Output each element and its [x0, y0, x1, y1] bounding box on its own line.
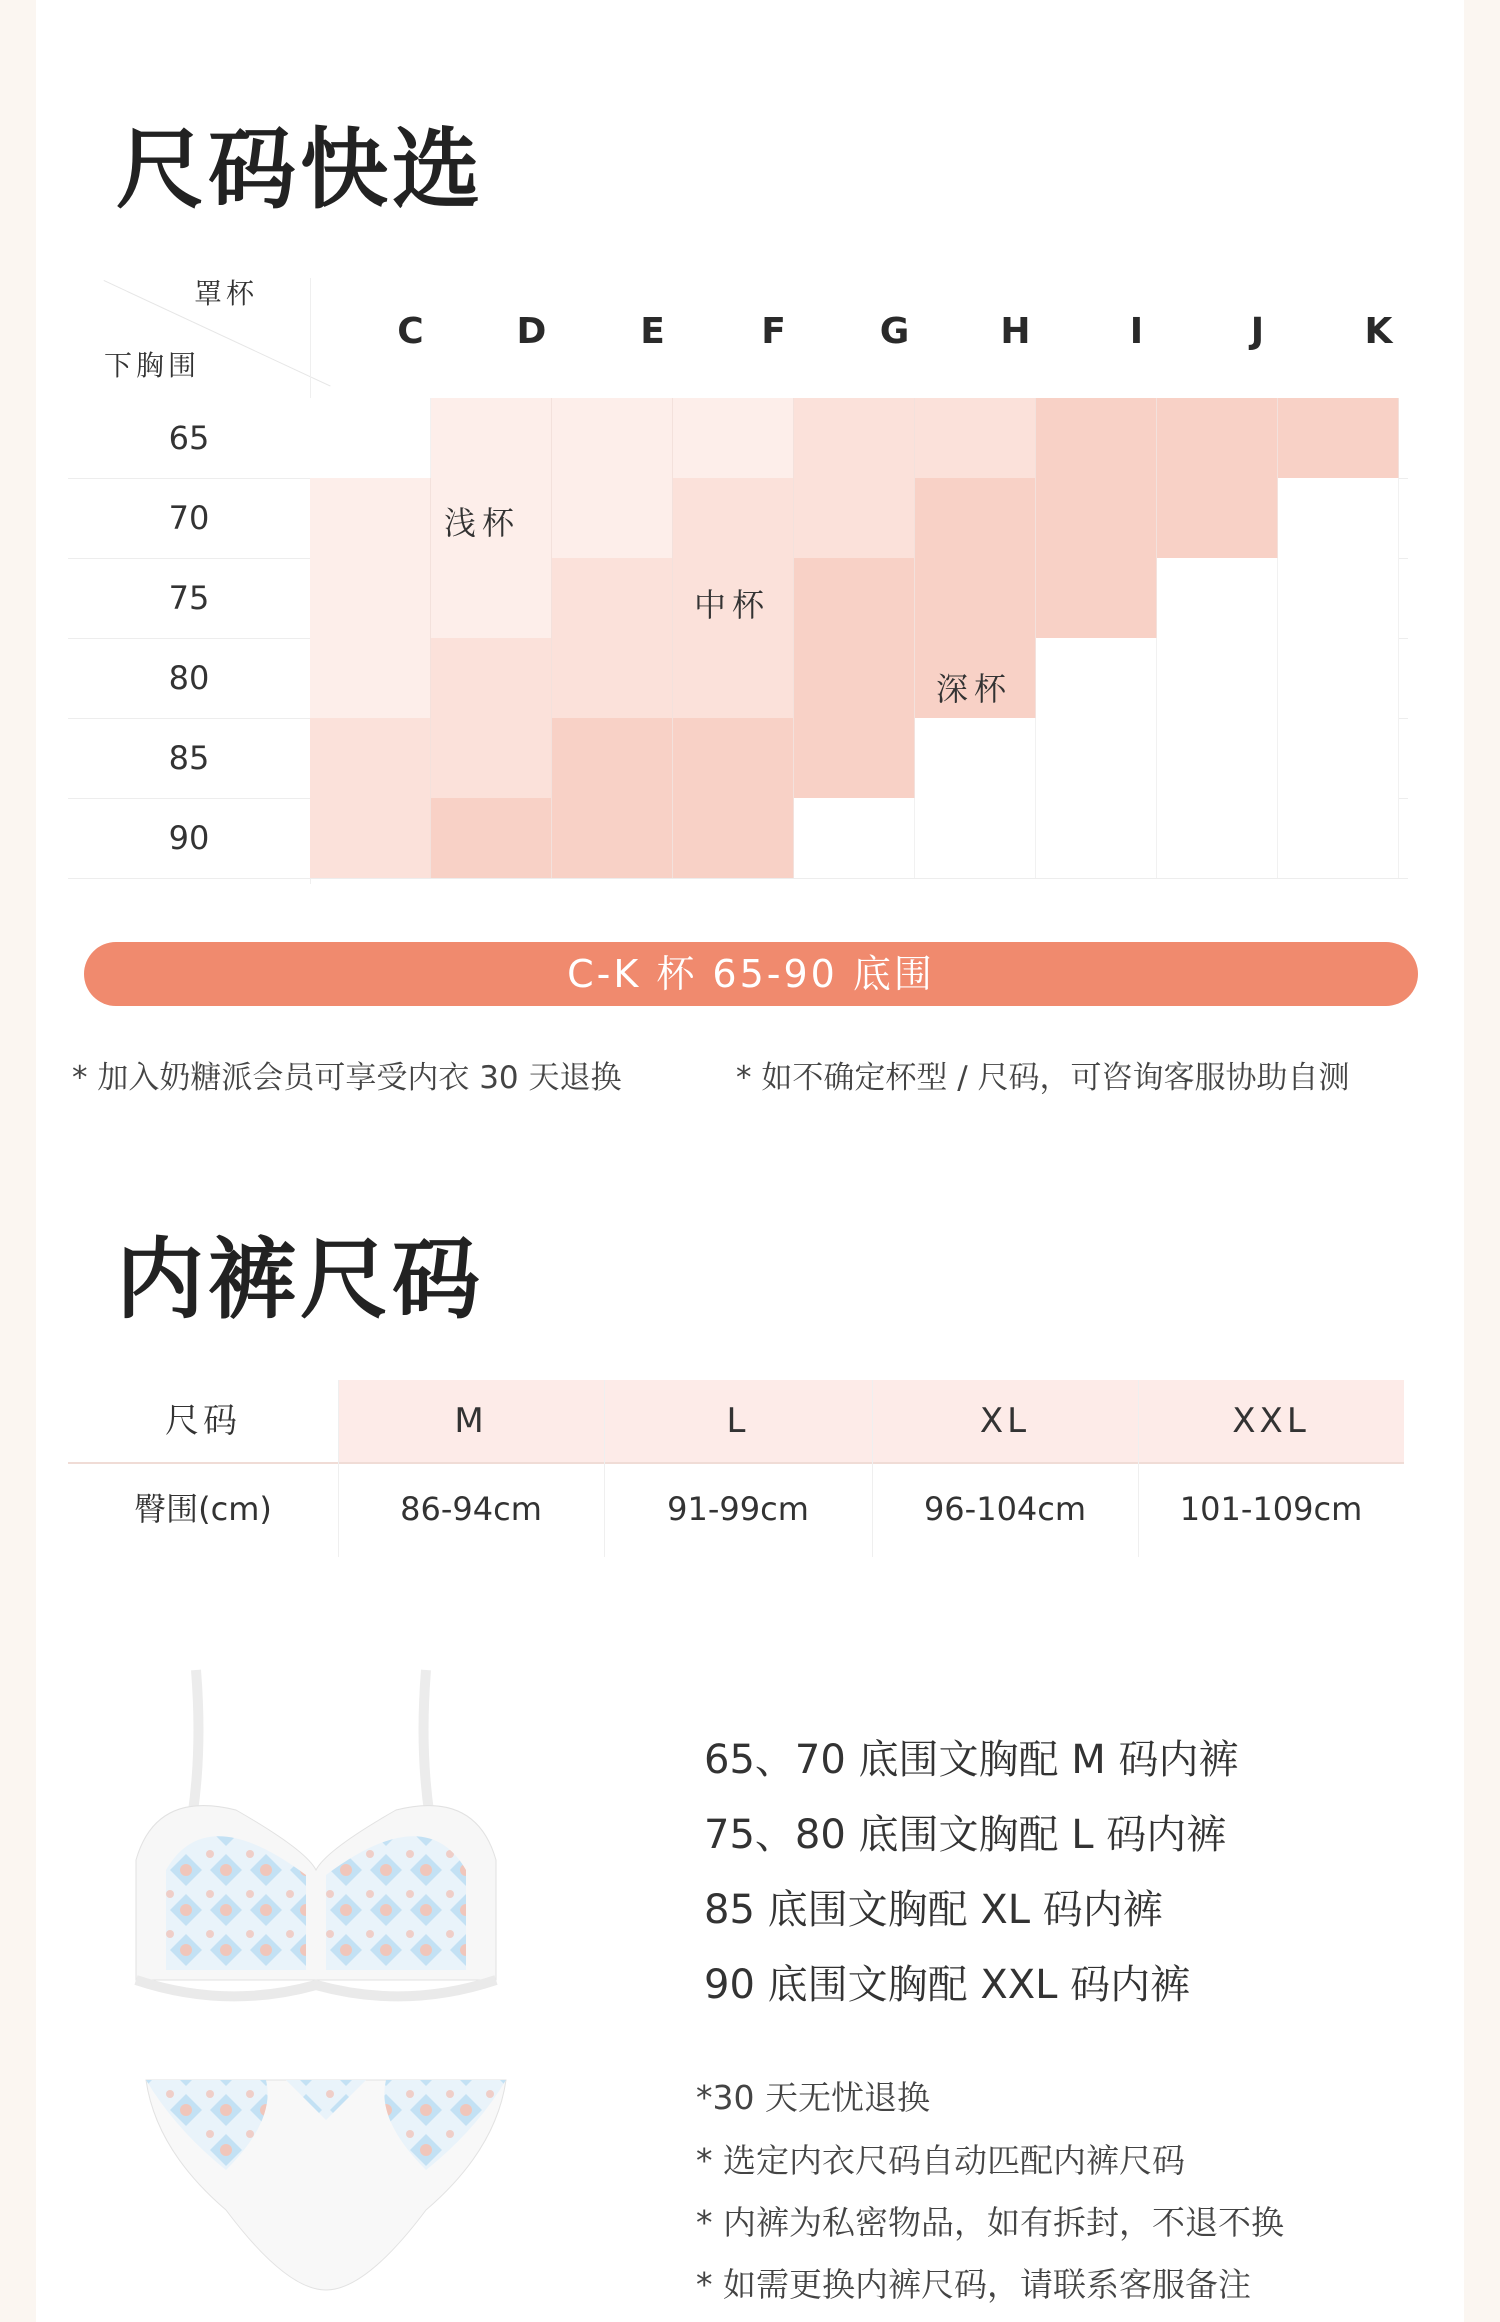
bra-panty-set-image — [126, 1650, 526, 2310]
band-row — [68, 798, 1408, 879]
band-row — [68, 478, 1408, 559]
size-cell — [431, 718, 552, 798]
size-cell — [1278, 798, 1399, 878]
size-cell — [915, 478, 1036, 558]
shallow-cup-label: 浅杯 — [444, 504, 521, 542]
size-cell — [552, 638, 673, 718]
panty-col-divider — [604, 1380, 605, 1557]
page — [36, 0, 1464, 2322]
corner-cup-label: 罩杯 — [194, 277, 259, 310]
band-label: 80 — [168, 659, 210, 697]
panty-col-divider — [338, 1380, 339, 1557]
size-cell — [1036, 478, 1157, 558]
return-note: *30 天无忧退换 — [696, 2078, 930, 2117]
size-cell — [1036, 798, 1157, 878]
band-label: 65 — [168, 419, 210, 457]
size-cell — [915, 398, 1036, 478]
size-cell — [1157, 638, 1278, 718]
size-range-banner: C-K 杯 65-90 底围 — [84, 942, 1418, 1006]
panty-size-m: M — [338, 1380, 604, 1462]
match-line: 90 底围文胸配 XXL 码内裤 — [704, 1962, 1191, 2008]
medium-cup-label: 中杯 — [694, 586, 771, 624]
cup-header: D — [516, 311, 547, 352]
consult-note: * 如不确定杯型 / 尺码，可咨询客服协助自测 — [736, 1060, 1350, 1096]
hip-row-label: 臀围(cm) — [134, 1490, 272, 1528]
exchange-note: * 如需更换内裤尺码，请联系客服备注 — [696, 2265, 1251, 2304]
size-cell — [1157, 718, 1278, 798]
band-label: 70 — [168, 499, 210, 537]
size-cell — [794, 718, 915, 798]
panty-table-divider — [68, 1462, 1404, 1464]
cup-header: H — [1000, 311, 1031, 352]
size-cell — [552, 478, 673, 558]
match-line: 65、70 底围文胸配 M 码内裤 — [704, 1737, 1239, 1783]
size-cell — [552, 718, 673, 798]
size-cell — [310, 558, 431, 638]
size-cell — [1157, 478, 1278, 558]
band-label: 85 — [168, 739, 210, 777]
band-row — [68, 398, 1408, 479]
auto-match-note: * 选定内衣尺码自动匹配内裤尺码 — [696, 2141, 1185, 2180]
size-cell — [431, 558, 552, 638]
band-label: 75 — [168, 579, 210, 617]
size-cell — [1278, 478, 1399, 558]
panty-size-header-label: 尺码 — [165, 1401, 241, 1441]
size-cell — [794, 558, 915, 638]
size-cell — [1278, 718, 1399, 798]
panty-col-divider — [1138, 1380, 1139, 1557]
hip-value: 91-99cm — [667, 1490, 809, 1528]
panty-size-xl: XL — [872, 1380, 1138, 1462]
size-cell — [915, 718, 1036, 798]
size-cell — [794, 478, 915, 558]
size-cell — [1278, 558, 1399, 638]
size-cell — [794, 638, 915, 718]
size-cell — [915, 798, 1036, 878]
deep-cup-label: 深杯 — [936, 670, 1013, 708]
size-cell — [431, 398, 552, 478]
size-quick-title: 尺码快选 — [116, 118, 485, 221]
size-cell — [1157, 798, 1278, 878]
size-cell — [794, 798, 915, 878]
cup-header: K — [1364, 311, 1393, 352]
size-cell — [1036, 638, 1157, 718]
size-cell — [310, 718, 431, 798]
member-note: * 加入奶糖派会员可享受内衣 30 天退换 — [72, 1060, 622, 1096]
band-label: 90 — [168, 819, 210, 857]
panty-col-divider — [872, 1380, 873, 1557]
corner-band-label: 下胸围 — [104, 349, 201, 382]
grid-header — [68, 272, 1408, 392]
hip-value: 101-109cm — [1179, 1490, 1363, 1528]
panty-size-title: 内裤尺码 — [116, 1228, 485, 1331]
size-cell — [552, 558, 673, 638]
band-row — [68, 638, 1408, 719]
cup-header: E — [640, 311, 665, 352]
size-cell — [310, 798, 431, 878]
size-cell — [552, 798, 673, 878]
size-cell — [673, 718, 794, 798]
size-cell — [310, 478, 431, 558]
cup-header: C — [397, 311, 424, 352]
cup-header: F — [761, 311, 786, 352]
size-cell — [673, 398, 794, 478]
size-cell — [552, 398, 673, 478]
size-cell — [673, 478, 794, 558]
panty-size-l: L — [604, 1380, 872, 1462]
cup-header: G — [879, 311, 910, 352]
match-line: 85 底围文胸配 XL 码内裤 — [704, 1887, 1163, 1933]
size-cell — [673, 798, 794, 878]
band-row — [68, 718, 1408, 799]
hip-value: 86-94cm — [400, 1490, 542, 1528]
size-cell — [1278, 398, 1399, 478]
size-cell — [1036, 398, 1157, 478]
size-cell — [915, 558, 1036, 638]
cup-header: J — [1250, 311, 1265, 352]
size-cell — [794, 398, 915, 478]
size-cell — [310, 398, 431, 478]
size-cell — [431, 638, 552, 718]
size-cell — [673, 638, 794, 718]
size-cell — [1157, 398, 1278, 478]
hip-value: 96-104cm — [923, 1490, 1087, 1528]
size-cell — [1278, 638, 1399, 718]
size-cell — [310, 638, 431, 718]
size-cell — [1036, 558, 1157, 638]
size-cell — [1036, 718, 1157, 798]
match-line: 75、80 底围文胸配 L 码内裤 — [704, 1812, 1227, 1858]
cup-header: I — [1129, 311, 1144, 352]
size-cell — [431, 798, 552, 878]
private-item-note: * 内裤为私密物品，如有拆封，不退不换 — [696, 2203, 1284, 2242]
panty-size-xxl: XXL — [1138, 1380, 1404, 1462]
size-cell — [1157, 558, 1278, 638]
